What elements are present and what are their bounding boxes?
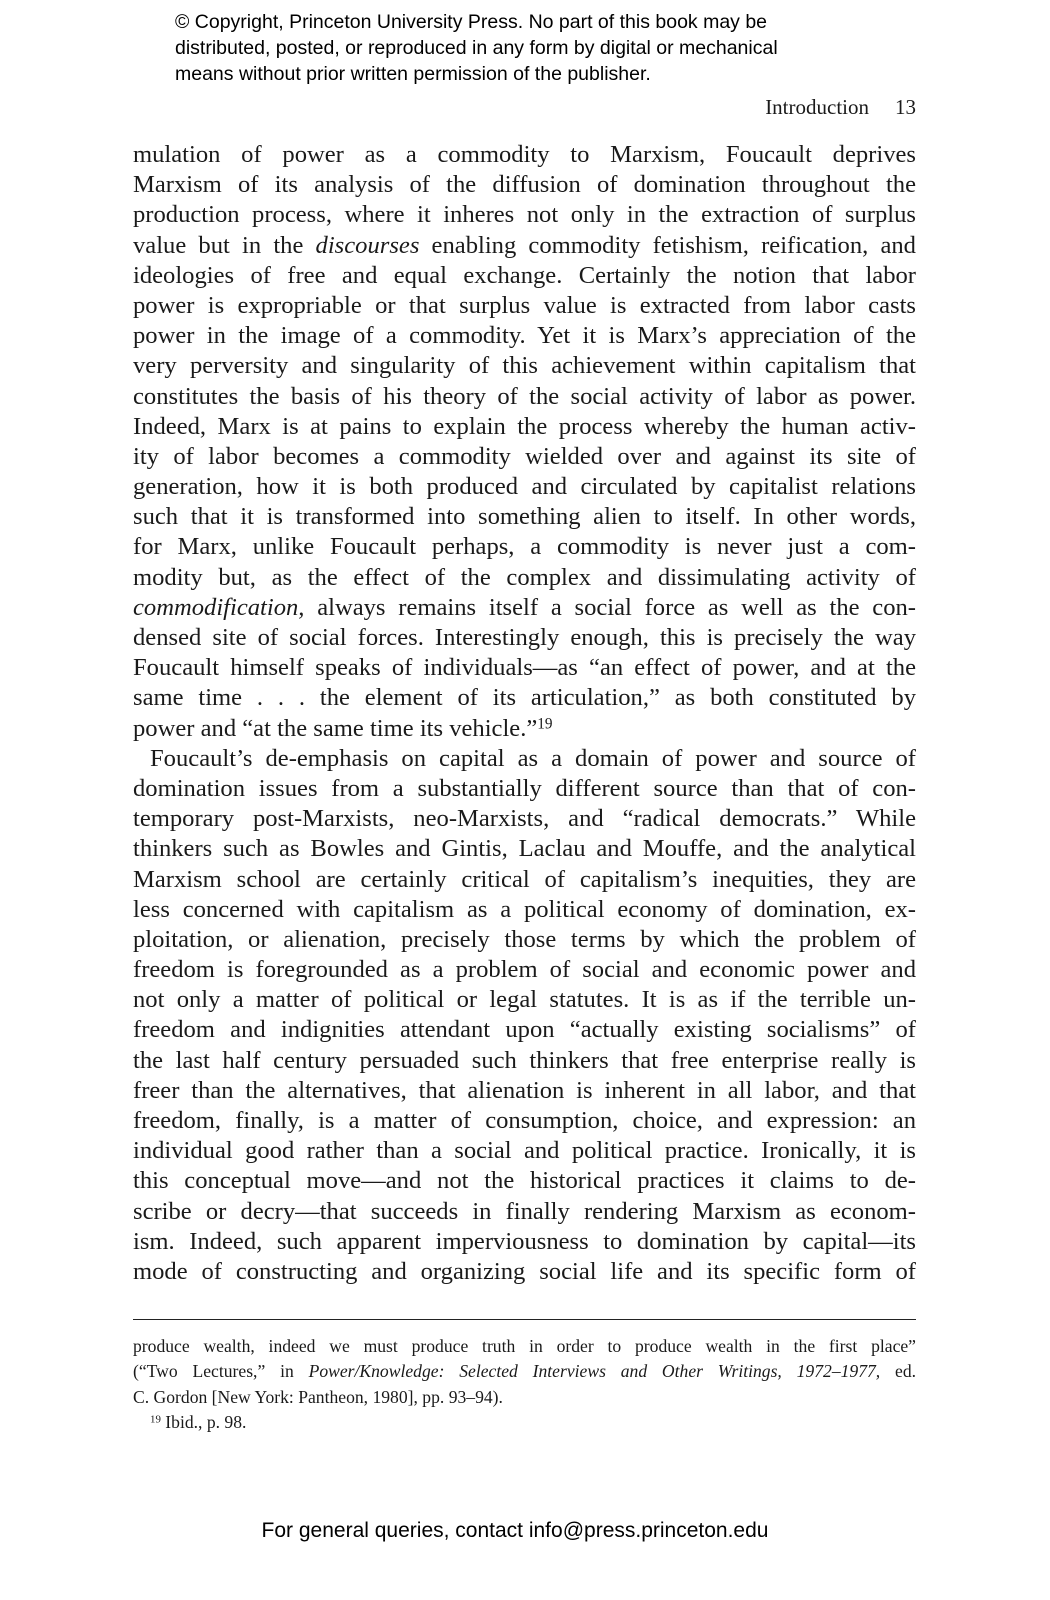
running-head xyxy=(765,93,916,121)
text-run: ed. xyxy=(880,1361,917,1382)
text-run: power in the image of a commodity. Yet it is Marx’s appreciation of the xyxy=(133,322,916,350)
body-line xyxy=(133,865,916,895)
text-run: Marxism school are certainly critical of capitalism’s inequities, they are xyxy=(133,865,916,893)
body-line xyxy=(133,351,916,381)
text-run: freedom, finally, is a matter of consumption, choice, and expression: an xyxy=(133,1107,916,1134)
footnote-line xyxy=(133,1410,916,1435)
body-line xyxy=(133,1197,916,1227)
text-run: freer than the alternatives, that alienation is inherent in all labor, and that xyxy=(133,1076,916,1104)
body-line xyxy=(133,1136,916,1166)
body-line xyxy=(133,774,916,804)
body-line xyxy=(133,170,916,200)
text-run: densed site of social forces. Interestingly enough, this is precisely the way xyxy=(133,624,916,651)
body-line xyxy=(133,744,916,774)
body-line xyxy=(133,985,916,1015)
text-run: very perversity and singularity of this achievement within capitalism that xyxy=(133,352,916,380)
text-run: Marxism of its analysis of the diffusion of domination throughout the xyxy=(133,171,916,199)
text-run: ideologies of free and equal exchange. Certainly the notion that labor xyxy=(133,261,916,289)
body-line xyxy=(133,1166,916,1196)
body-line xyxy=(133,261,916,291)
text-run: temporary post-Marxists, neo-Marxists, and “radical democrats.” While xyxy=(133,805,916,833)
body-line xyxy=(133,231,916,261)
text-run: such that it is transformed into something alien to itself. In other words, xyxy=(133,503,916,531)
text-run: domination issues from a substantially different source than that of con- xyxy=(133,774,916,802)
body-line xyxy=(133,955,916,985)
text-run: this conceptual move—and not the historical practices it claims to de- xyxy=(133,1167,916,1195)
body-line xyxy=(133,804,916,834)
footnote-line xyxy=(133,1359,916,1384)
body-line xyxy=(133,623,916,653)
footnote-ref: 19 xyxy=(537,714,553,732)
text-run: Indeed, Marx is at pains to explain the process whereby the human activ- xyxy=(133,412,916,440)
text-run: Foucault himself speaks of individuals—as “an effect of power, and at the xyxy=(133,654,916,682)
text-run: value but in the xyxy=(133,231,316,259)
text-run: modity but, as the effect of the complex and dissimulating activity of xyxy=(133,563,916,591)
text-run: produce wealth, indeed we must produce truth in order to produce wealth in the first place” xyxy=(133,1336,916,1356)
page-number: 13 xyxy=(895,95,916,119)
text-run: power is expropriable or that surplus value is extracted from labor casts xyxy=(133,291,916,319)
chapter-title: Introduction xyxy=(765,95,869,119)
body-line xyxy=(133,140,916,170)
body-line xyxy=(133,895,916,925)
body-line xyxy=(133,925,916,955)
copyright-notice-line: means without prior written permission of the publisher. xyxy=(175,63,651,85)
text-run: power and “at the same time its vehicle.” xyxy=(133,714,538,742)
body-line xyxy=(133,1015,916,1045)
text-run: ism. Indeed, such apparent imperviousness to domination by capital—its xyxy=(133,1227,916,1255)
body-line xyxy=(133,714,916,744)
body-line xyxy=(133,1046,916,1076)
body-line xyxy=(133,1076,916,1106)
body-line xyxy=(133,593,916,623)
text-run: scribe or decry—that succeeds in finally rendering Marxism as econom- xyxy=(133,1197,916,1225)
body-line xyxy=(133,532,916,562)
footnote-divider xyxy=(133,1319,916,1320)
copyright-notice-line: distributed, posted, or reproduced in any form by digital or mechanical xyxy=(175,37,778,59)
text-run: production process, where it inheres not only in the extraction of surplus xyxy=(133,201,916,229)
body-line xyxy=(133,291,916,321)
italic-text: commodification, xyxy=(133,593,305,621)
text-run: freedom and indignities attendant upon “actually existing socialisms” of xyxy=(133,1016,916,1044)
footnote-line xyxy=(133,1334,916,1359)
text-run: Foucault’s de-emphasis on capital as a domain of power and source of xyxy=(150,744,916,772)
body-line xyxy=(133,412,916,442)
body-line xyxy=(133,1257,916,1287)
body-line xyxy=(133,472,916,502)
text-run: (“Two Lectures,” in xyxy=(133,1361,309,1382)
text-run: ploitation, or alienation, precisely those terms by which the problem of xyxy=(133,925,916,953)
body-line xyxy=(133,1106,916,1136)
body-line xyxy=(133,563,916,593)
body-line xyxy=(133,321,916,351)
footnotes xyxy=(133,1334,916,1435)
body-line xyxy=(133,382,916,412)
body-line xyxy=(133,502,916,532)
body-line xyxy=(133,653,916,683)
text-run: mulation of power as a commodity to Marxism, Foucault deprives xyxy=(133,141,916,168)
text-run: not only a matter of political or legal statutes. It is as if the terrible un- xyxy=(133,986,916,1014)
body-line xyxy=(133,834,916,864)
italic-text: discourses xyxy=(315,231,420,259)
text-run: mode of constructing and organizing social life and its specific form of xyxy=(133,1257,916,1285)
text-run: constitutes the basis of his theory of the social activity of labor as power. xyxy=(133,382,916,410)
text-run: ity of labor becomes a commodity wielded over and against its site of xyxy=(133,442,916,470)
footer-contact: For general queries, contact info@press.princeton.edu xyxy=(261,1519,769,1542)
text-run: less concerned with capitalism as a political economy of domination, ex- xyxy=(133,895,916,923)
footnote-line xyxy=(133,1385,916,1410)
body-line xyxy=(133,1227,916,1257)
text-run: Ibid., p. 98. xyxy=(160,1411,247,1432)
text-run: for Marx, unlike Foucault perhaps, a commodity is never just a com- xyxy=(133,533,916,561)
text-run: freedom is foregrounded as a problem of social and economic power and xyxy=(133,956,916,984)
text-run: enabling commodity fetishism, reification, and xyxy=(419,231,916,259)
italic-text: Power/Knowledge: Selected Interviews and Other Writings, 1972–1977, xyxy=(308,1361,881,1382)
text-run: generation, how it is both produced and circulated by capitalist relations xyxy=(133,473,916,501)
text-run: the last half century persuaded such thinkers that free enterprise really is xyxy=(133,1046,916,1074)
copyright-notice xyxy=(175,9,778,87)
footnote-ref: 19 xyxy=(150,1413,161,1426)
body-line xyxy=(133,442,916,472)
text-run: same time . . . the element of its articulation,” as both constituted by xyxy=(133,684,916,712)
text-run: always remains itself a social force as well as the con- xyxy=(304,593,916,621)
body-line xyxy=(133,683,916,713)
body-text xyxy=(133,140,916,1287)
body-line xyxy=(133,200,916,230)
copyright-notice-line: © Copyright, Princeton University Press. No part of this book may be xyxy=(175,11,768,33)
text-run: C. Gordon [New York: Pantheon, 1980], pp. 93–94). xyxy=(133,1386,503,1407)
text-run: thinkers such as Bowles and Gintis, Laclau and Mouffe, and the analytical xyxy=(133,835,916,863)
text-run: individual good rather than a social and political practice. Ironically, it is xyxy=(133,1137,916,1165)
